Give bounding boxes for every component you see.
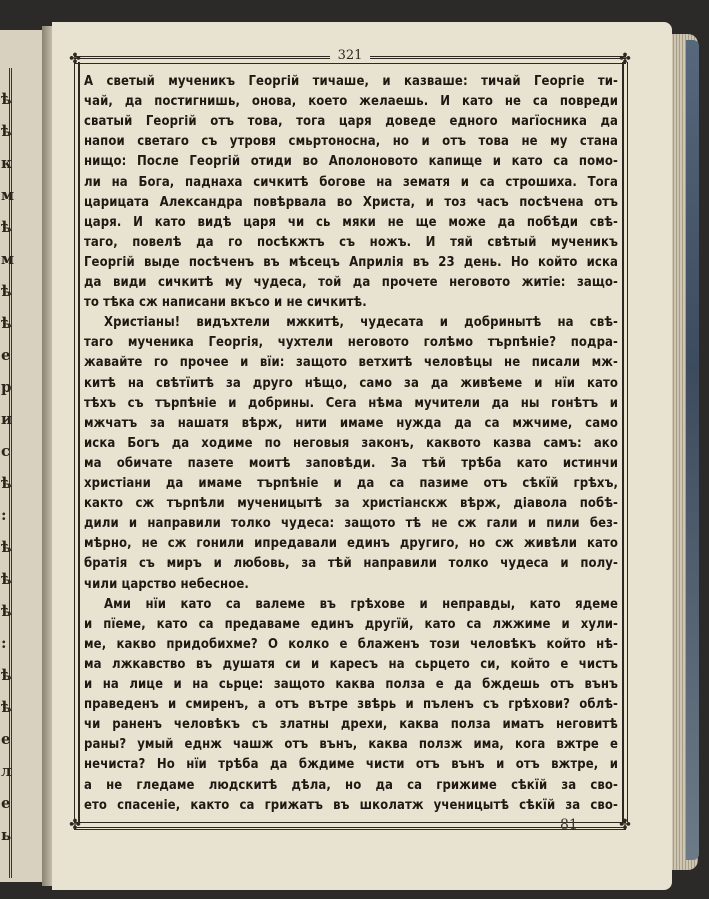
text-line: ма лжкавство въ душатя си и каресъ на сьрцето си, който е чистъ bbox=[84, 656, 618, 672]
left-page-char: с bbox=[1, 442, 11, 460]
left-page-char: ѣ bbox=[1, 474, 12, 492]
left-page-char: е bbox=[1, 346, 11, 364]
left-page-char: ѣ bbox=[1, 570, 12, 588]
left-page-char: ѣ bbox=[1, 538, 12, 556]
text-line: ме, какво придобихме? О колко е блаженъ този человѣкъ който нѣ- bbox=[84, 636, 618, 652]
text-line: напои светаго съ утровя смьртоносна, но и отъ това не му стана bbox=[84, 134, 618, 150]
left-page-char: : bbox=[1, 506, 7, 524]
text-line: ма обичате пазете моитѣ заповѣди. За тѣй трѣба като истинчи bbox=[84, 455, 618, 471]
text-line: праведенъ и смиренъ, а отъ вътре звѣрь и пъленъ съ грѣхови? облѣ- bbox=[84, 697, 618, 713]
text-line: сватый Георгій отъ това, тога царя доведе едного магїосника да bbox=[84, 114, 618, 130]
left-page-char: м bbox=[1, 186, 15, 204]
text-line: а не гледаме людскитѣ дѣла, но да са грижиме сѣкїй за сво- bbox=[84, 777, 618, 793]
corner-ornament-icon: ✤ bbox=[69, 817, 81, 833]
text-line: жавайте го прочее и вїи: защото ветхитѣ человѣцы не писали мж- bbox=[84, 355, 618, 371]
left-page-char: ѣ bbox=[1, 282, 12, 300]
corner-ornament-icon: ✤ bbox=[69, 51, 81, 67]
frame-right-border bbox=[622, 62, 628, 822]
left-page-char: р bbox=[1, 378, 12, 396]
left-page-char: ѣ bbox=[1, 602, 12, 620]
text-line: ето спасеніе, както са грижатъ въ школатж ученицытѣ сѣкїй за сво- bbox=[84, 797, 618, 813]
text-line: раны? умый еднж чашж отъ вънъ, каква ползж има, кога вжтре е bbox=[84, 737, 618, 753]
text-line: и на лице и на сьрце: защото каква полза е да бждешь отъ вънъ bbox=[84, 677, 618, 692]
corner-ornament-icon: ✤ bbox=[619, 51, 631, 67]
left-page-char: е bbox=[1, 730, 11, 748]
text-line: мжчатъ за нашатя вѣрж, нити имаме нужда да са мжчиме, само bbox=[84, 415, 618, 431]
text-line: таго, повелѣ да го посѣкжтъ съ ножъ. И тяй свѣтый мученикъ bbox=[84, 234, 618, 250]
left-page-char: ѣ bbox=[1, 698, 12, 716]
left-page-char: и bbox=[1, 410, 13, 428]
text-line: царя. И като видѣ царя чи сь мяки не ще може да побѣди свѣ- bbox=[84, 214, 618, 230]
left-page-char: ѣ bbox=[1, 122, 12, 140]
text-line: царицата Александра повѣрвала во Христа, и тоз часъ посѣчена отъ bbox=[84, 194, 618, 210]
text-line: както сж търпѣли мученицытѣ за христіанскж вѣрж, діавола побѣ- bbox=[84, 496, 618, 512]
book-cover-edge bbox=[686, 40, 699, 860]
text-line: чи раненъ человѣкъ съ златны дрехи, каква полза иматъ неговитѣ bbox=[84, 717, 618, 733]
frame-left-border bbox=[74, 62, 80, 822]
left-page-char: ѣ bbox=[1, 666, 12, 684]
text-line: да види сичкитѣ му чудеса, той да прочете неговото житіе: защо- bbox=[84, 275, 618, 290]
text-line: чай, да постигнишь, онова, което желаешь. И като не са повреди bbox=[84, 94, 618, 110]
folio-number: 81 bbox=[560, 817, 578, 833]
left-page-char: к bbox=[1, 154, 12, 172]
text-line: китѣ на свѣтїитѣ за друго нѣщо, само за да живѣеме и нїи като bbox=[84, 375, 618, 391]
text-line: христіани да имаме търпѣніе и да са пазиме отъ сѣкїй грѣхъ, bbox=[84, 476, 618, 491]
text-line: А светый мученикъ Георгій тичаше, и казваше: тичай Георгіе ти- bbox=[84, 74, 618, 89]
text-line: Христіаны! видъхтели мжкитѣ, чудесата и добринытѣ на свѣ- bbox=[104, 315, 618, 331]
text-line: иска Богъ да ходиме по неговыя законъ, каквото казва самъ: ако bbox=[84, 435, 618, 451]
page-body-text bbox=[84, 70, 618, 816]
text-line: и пїеме, като са предаваме единъ другїй, като са лжжиме и хули- bbox=[84, 616, 618, 632]
left-page-char: ь bbox=[1, 826, 12, 844]
left-page-char: ѣ bbox=[1, 90, 12, 108]
corner-ornament-icon: ✤ bbox=[619, 817, 631, 833]
text-line: то тѣка сж написани вкъсо и не сичкитѣ. bbox=[84, 295, 367, 311]
left-page-char: е bbox=[1, 794, 11, 812]
left-page-char: м bbox=[1, 250, 15, 268]
frame-bottom-border bbox=[74, 822, 626, 830]
header-page-number: 321 bbox=[330, 48, 370, 63]
text-line: чили царство небесное. bbox=[84, 576, 249, 592]
text-line: таго мученика Георгія, чухтели неговото голѣмо търпѣніе? подра- bbox=[84, 335, 618, 351]
text-line: братія съ миръ и любовь, за тѣй направили толко чудеса и полу- bbox=[84, 556, 618, 572]
left-page-char: л bbox=[1, 762, 12, 780]
text-line: Георгій выде посѣченъ въ мѣсецъ Априлія въ 23 день. Но който иска bbox=[84, 254, 618, 270]
left-page-fragment bbox=[0, 30, 44, 882]
text-line: нечиста? Но нїи трѣба да бждиме чисти отъ вънъ и отъ вжтре, и bbox=[84, 757, 618, 773]
text-line: ли на Бога, паднаха сичкитѣ богове на зематя и са строшиха. Тога bbox=[84, 174, 618, 190]
left-page-char: : bbox=[1, 634, 7, 652]
left-page-char: ѣ bbox=[1, 218, 12, 236]
text-line: тѣхъ съ търпѣніе и добрины. Сега нѣма мучители да ны гонѣтъ и bbox=[84, 395, 618, 411]
text-line: нищо: После Георгій отиди во Аполоновото капище и като са помо- bbox=[84, 154, 618, 170]
text-line: Ами нїи като са валеме въ грѣхове и неправды, като ядеме bbox=[104, 596, 618, 612]
left-page-char: ѣ bbox=[1, 314, 12, 332]
text-line: мѣрно, не сж гонили ипредавали единъ другиго, но сж живѣли като bbox=[84, 536, 618, 552]
text-line: дили и направили толко чудеса: защото тѣ не сж гали и пили без- bbox=[84, 516, 618, 532]
